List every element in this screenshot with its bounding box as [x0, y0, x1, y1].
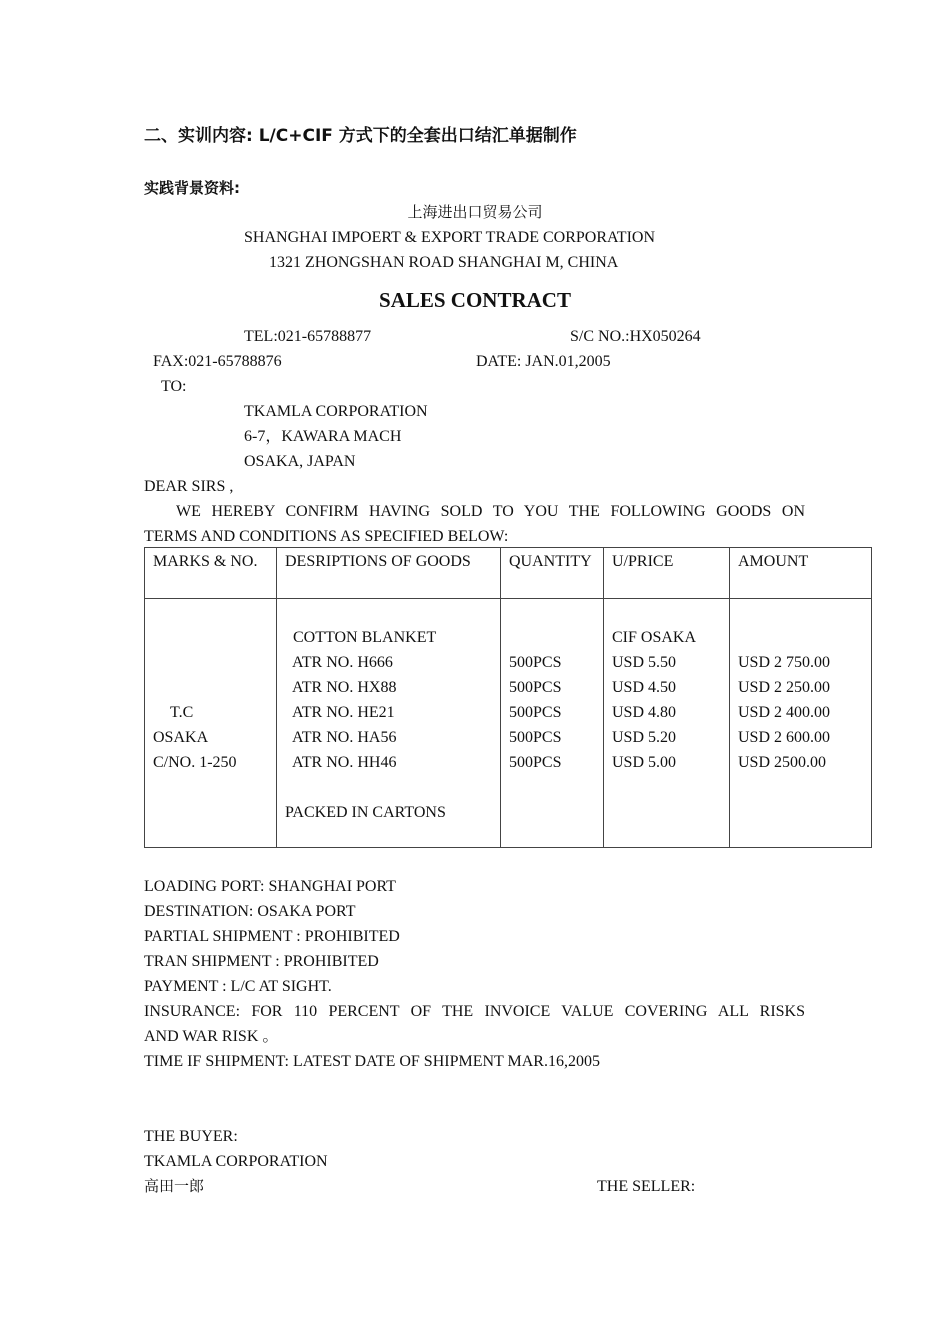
loading-port: LOADING PORT: SHANGHAI PORT — [144, 878, 396, 895]
goods-amount: USD 2 400.00 — [738, 704, 831, 721]
goods-amount: USD 2500.00 — [738, 754, 827, 771]
header-description: DESRIPTIONS OF GOODS — [277, 548, 501, 599]
insurance-line1: INSURANCE: FOR 110 PERCENT OF THE INVOICE VALUE COVERING ALL RISKS — [144, 1003, 805, 1020]
shipment-time: TIME IF SHIPMENT: LATEST DATE OF SHIPMENT MAR.16,2005 — [144, 1053, 600, 1070]
goods-table — [144, 547, 872, 848]
mark-line: T.C — [170, 704, 194, 721]
buyer-signature-label: THE BUYER: — [144, 1128, 238, 1145]
contract-date: DATE: JAN.01,2005 — [476, 353, 611, 370]
goods-qty: 500PCS — [509, 679, 562, 696]
seller-name-en: SHANGHAI IMPOERT & EXPORT TRADE CORPORATION — [244, 229, 656, 246]
destination: DESTINATION: OSAKA PORT — [144, 903, 356, 920]
mark-line: OSAKA — [153, 729, 209, 746]
goods-desc: ATR NO. H666 — [292, 654, 393, 671]
seller-address: 1321 ZHONGSHAN ROAD SHANGHAI M, CHINA — [269, 254, 619, 271]
goods-price: USD 5.50 — [612, 654, 677, 671]
goods-qty: 500PCS — [509, 654, 562, 671]
seller-fax: FAX:021-65788876 — [153, 353, 282, 370]
unit-price-cell — [604, 599, 730, 848]
goods-desc: ATR NO. HE21 — [292, 704, 395, 721]
header-amount: AMOUNT — [730, 548, 872, 599]
goods-desc: ATR NO. HH46 — [292, 754, 397, 771]
goods-amount: USD 2 600.00 — [738, 729, 831, 746]
goods-qty: 500PCS — [509, 754, 562, 771]
buyer-address-line1: 6-7，KAWARA MACH — [244, 428, 402, 445]
background-label: 实践背景资料: — [144, 179, 240, 197]
packing-note: PACKED IN CARTONS — [285, 804, 446, 821]
goods-qty: 500PCS — [509, 729, 562, 746]
seller-name-cn: 上海进出口贸易公司 — [407, 203, 543, 221]
quantity-cell — [501, 599, 604, 848]
header-quantity: QUANTITY — [501, 548, 604, 599]
buyer-address-line2: OSAKA, JAPAN — [244, 453, 356, 470]
goods-price: USD 4.80 — [612, 704, 677, 721]
buyer-signatory: 高田一郎 — [144, 1177, 205, 1195]
goods-price: USD 5.00 — [612, 754, 677, 771]
marks-cell — [145, 599, 277, 848]
goods-title: COTTON BLANKET — [293, 629, 437, 646]
sales-contract-number: S/C NO.:HX050264 — [570, 328, 701, 345]
goods-desc: ATR NO. HX88 — [292, 679, 397, 696]
buyer-signature-company: TKAMLA CORPORATION — [144, 1153, 328, 1170]
goods-qty: 500PCS — [509, 704, 562, 721]
mark-line: C/NO. 1-250 — [153, 754, 237, 771]
partial-shipment: PARTIAL SHIPMENT : PROHIBITED — [144, 928, 400, 945]
insurance-line2: AND WAR RISK 。 — [144, 1028, 279, 1045]
goods-amount: USD 2 750.00 — [738, 654, 831, 671]
price-term: CIF OSAKA — [612, 629, 697, 646]
header-unit-price: U/PRICE — [604, 548, 730, 599]
table-header-row — [145, 548, 872, 599]
tran-shipment: TRAN SHIPMENT : PROHIBITED — [144, 953, 379, 970]
header-marks: MARKS & NO. — [145, 548, 277, 599]
goods-amount: USD 2 250.00 — [738, 679, 831, 696]
page-title: 二、实训内容: L/C+CIF 方式下的全套出口结汇单据制作 — [144, 126, 577, 146]
intro-line1: WE HEREBY CONFIRM HAVING SOLD TO YOU THE FOLLOWING GOODS ON — [176, 503, 805, 520]
table-body-row — [145, 599, 872, 848]
to-label: TO: — [161, 378, 187, 395]
goods-price: USD 5.20 — [612, 729, 677, 746]
payment: PAYMENT : L/C AT SIGHT. — [144, 978, 332, 995]
seller-tel: TEL:021-65788877 — [244, 328, 372, 345]
buyer-name: TKAMLA CORPORATION — [244, 403, 428, 420]
goods-price: USD 4.50 — [612, 679, 677, 696]
intro-line2: TERMS AND CONDITIONS AS SPECIFIED BELOW: — [144, 528, 509, 545]
contract-title: SALES CONTRACT — [379, 288, 571, 312]
amount-cell — [730, 599, 872, 848]
goods-desc: ATR NO. HA56 — [292, 729, 397, 746]
seller-signature-label: THE SELLER: — [597, 1178, 696, 1195]
description-cell — [277, 599, 501, 848]
salutation: DEAR SIRS , — [144, 478, 234, 495]
